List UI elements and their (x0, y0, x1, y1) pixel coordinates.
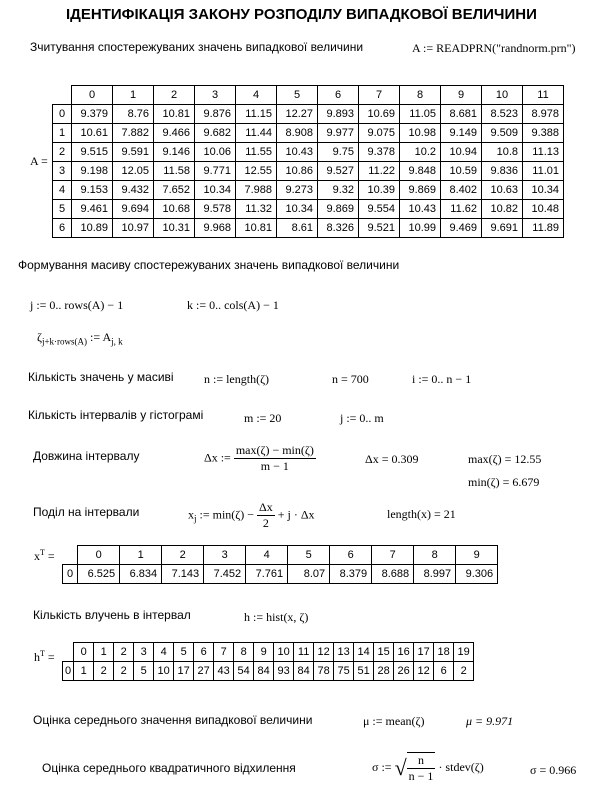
matrix-a-cell[interactable]: 11.13 (523, 143, 564, 162)
sigma-lhs: σ := (372, 759, 392, 774)
matrix-a-cell[interactable]: 12.05 (113, 162, 154, 181)
matrix-a-cell[interactable]: 9.578 (195, 200, 236, 219)
j-range2-formula[interactable]: j := 0.. m (340, 411, 384, 425)
matrix-a-cell[interactable]: 8.908 (277, 124, 318, 143)
xt-row-header: 0 (63, 565, 78, 584)
ht-col-header: 3 (134, 643, 154, 662)
ht-corner (63, 643, 74, 662)
matrix-a[interactable] (52, 85, 564, 238)
ht-cell[interactable]: 54 (234, 662, 254, 681)
ht-cell[interactable]: 2 (454, 662, 474, 681)
matrix-a-cell[interactable]: 10.61 (72, 124, 113, 143)
matrix-a-cell[interactable]: 11.89 (523, 219, 564, 238)
xt-col-header: 0 (78, 546, 120, 565)
matrix-a-col-header: 10 (482, 86, 523, 105)
ht-label (34, 649, 55, 665)
matrix-a-cell[interactable]: 10.82 (482, 200, 523, 219)
matrix-a-cell[interactable]: 12.27 (277, 105, 318, 124)
matrix-a-cell[interactable]: 9.591 (113, 143, 154, 162)
matrix-a-cell[interactable]: 8.326 (318, 219, 359, 238)
read-label: Зчитування спостережуваних значень випадкової величини (30, 40, 364, 54)
matrix-a-cell[interactable]: 8.681 (441, 105, 482, 124)
xt-col-header: 9 (456, 546, 498, 565)
xt-corner (63, 546, 78, 565)
matrix-a-row (53, 143, 564, 162)
matrix-a-cell[interactable]: 12.55 (236, 162, 277, 181)
ht-label-sup: T (40, 649, 45, 658)
matrix-a-cell[interactable]: 10.97 (113, 219, 154, 238)
xj-fraction (257, 500, 275, 531)
ht-col-header: 14 (354, 643, 374, 662)
xj-sub: j (194, 513, 197, 524)
matrix-a-header-row (53, 86, 564, 105)
matrix-a-cell[interactable]: 11.44 (236, 124, 277, 143)
matrix-a-cell[interactable]: 10.89 (72, 219, 113, 238)
matrix-a-cell[interactable]: 9.75 (318, 143, 359, 162)
mean-label: Оцінка середнього значення випадкової величини (33, 713, 313, 727)
ht-cell[interactable]: 6 (434, 662, 454, 681)
zeta-op: := (87, 330, 103, 344)
matrix-a-row-header: 1 (53, 124, 72, 143)
xt-col-header: 3 (204, 546, 246, 565)
matrix-a-cell[interactable]: 9.515 (72, 143, 113, 162)
ht-row (63, 662, 474, 681)
matrix-a-cell[interactable]: 11.62 (441, 200, 482, 219)
matrix-a-cell[interactable]: 10.31 (154, 219, 195, 238)
ht-col-header: 12 (314, 643, 334, 662)
matrix-a-cell[interactable]: 9.869 (318, 200, 359, 219)
matrix-a-cell[interactable]: 9.32 (318, 181, 359, 200)
matrix-a-cell[interactable]: 10.81 (154, 105, 195, 124)
ht-col-header: 16 (394, 643, 414, 662)
ht-col-header: 11 (294, 643, 314, 662)
sd-label: Оцінка середнього квадратичного відхилення (42, 761, 296, 775)
matrix-a-cell[interactable]: 10.99 (400, 219, 441, 238)
matrix-a-cell[interactable]: 9.469 (441, 219, 482, 238)
matrix-a-cell[interactable]: 9.694 (113, 200, 154, 219)
matrix-a-cell[interactable]: 9.876 (195, 105, 236, 124)
ht-cell[interactable]: 84 (254, 662, 274, 681)
xt-cell[interactable]: 8.997 (414, 565, 456, 584)
k-range-formula[interactable]: k := 0.. cols(A) − 1 (187, 298, 279, 312)
xj-frac-den: 2 (262, 516, 269, 530)
zeta-rhs: A (102, 330, 112, 344)
xt-cell[interactable]: 8.379 (330, 565, 372, 584)
matrix-a-cell[interactable]: 11.01 (523, 162, 564, 181)
matrix-a-col-header: 8 (400, 86, 441, 105)
hits-label: Кількість влучень в інтервал (33, 608, 191, 622)
sigma-den: n − 1 (408, 769, 434, 783)
matrix-a-row (53, 219, 564, 238)
ht-cell[interactable]: 1 (74, 662, 94, 681)
matrix-a-cell[interactable]: 7.652 (154, 181, 195, 200)
ht-cell[interactable]: 43 (214, 662, 234, 681)
matrix-a-col-header: 9 (441, 86, 482, 105)
xt-cell[interactable]: 8.07 (288, 565, 330, 584)
ht-col-header: 19 (454, 643, 474, 662)
matrix-a-row-header: 6 (53, 219, 72, 238)
matrix-a-cell[interactable]: 10.43 (400, 200, 441, 219)
ht-cell[interactable]: 17 (174, 662, 194, 681)
matrix-a-cell[interactable]: 11.22 (359, 162, 400, 181)
matrix-a-cell[interactable]: 10.86 (277, 162, 318, 181)
ht-cell[interactable]: 75 (334, 662, 354, 681)
matrix-a-cell[interactable]: 9.153 (72, 181, 113, 200)
matrix-a-label: A = (30, 154, 48, 168)
dx-formula[interactable] (204, 443, 316, 474)
matrix-a-table[interactable] (52, 85, 564, 238)
xt-label (34, 548, 55, 564)
sigma-value: σ = 0.966 (530, 763, 577, 777)
matrix-a-cell[interactable]: 9.198 (72, 162, 113, 181)
matrix-a-row (53, 124, 564, 143)
ht-cell[interactable]: 27 (194, 662, 214, 681)
matrix-a-cell[interactable]: 10.43 (277, 143, 318, 162)
matrix-a-row-header: 5 (53, 200, 72, 219)
ht-cell[interactable]: 5 (134, 662, 154, 681)
matrix-a-cell[interactable]: 9.149 (441, 124, 482, 143)
xt-label-base: x (34, 549, 40, 563)
dx-fraction (234, 443, 316, 474)
matrix-a-cell[interactable]: 9.836 (482, 162, 523, 181)
matrix-a-col-header: 1 (113, 86, 154, 105)
matrix-a-cell[interactable]: 9.771 (195, 162, 236, 181)
matrix-a-cell[interactable]: 7.988 (236, 181, 277, 200)
zeta-assign-formula[interactable] (37, 330, 123, 346)
ht-col-header: 0 (74, 643, 94, 662)
xt-matrix[interactable] (62, 545, 498, 584)
matrix-a-cell[interactable]: 9.146 (154, 143, 195, 162)
ht-col-header: 9 (254, 643, 274, 662)
xt-label-eq: = (44, 549, 55, 563)
xt-header-row (63, 546, 498, 565)
matrix-a-cell[interactable]: 9.869 (400, 181, 441, 200)
form-label: Формування масиву спостережуваних значень випадкової величини (18, 258, 400, 272)
matrix-a-cell[interactable]: 9.691 (482, 219, 523, 238)
ht-row-header: 0 (63, 662, 74, 681)
matrix-a-row (53, 105, 564, 124)
matrix-a-cell[interactable]: 9.461 (72, 200, 113, 219)
ht-cell[interactable]: 10 (154, 662, 174, 681)
n-value: n = 700 (332, 372, 369, 386)
matrix-a-cell[interactable]: 9.466 (154, 124, 195, 143)
matrix-a-cell[interactable]: 9.527 (318, 162, 359, 181)
matrix-a-row (53, 200, 564, 219)
xt-cell[interactable]: 8.688 (372, 565, 414, 584)
m-def-formula[interactable]: m := 20 (244, 411, 282, 425)
mu-def-formula[interactable]: μ := mean(ζ) (363, 714, 425, 728)
matrix-a-cell[interactable]: 9.273 (277, 181, 318, 200)
xt-cell[interactable]: 6.834 (120, 565, 162, 584)
i-range-formula[interactable]: i := 0.. n − 1 (412, 372, 472, 386)
ht-cell[interactable]: 2 (94, 662, 114, 681)
matrix-a-row-header: 2 (53, 143, 72, 162)
ht-table[interactable] (62, 642, 474, 681)
xt-cell[interactable]: 7.761 (246, 565, 288, 584)
matrix-a-cell[interactable]: 10.98 (400, 124, 441, 143)
count-label: Кількість значень у масиві (28, 370, 174, 384)
matrix-a-cell[interactable]: 10.69 (359, 105, 400, 124)
ht-cell[interactable]: 78 (314, 662, 334, 681)
ht-cell[interactable]: 26 (394, 662, 414, 681)
xt-cell[interactable]: 6.525 (78, 565, 120, 584)
matrix-a-cell[interactable]: 9.682 (195, 124, 236, 143)
matrix-a-cell[interactable]: 10.48 (523, 200, 564, 219)
matrix-a-cell[interactable]: 11.15 (236, 105, 277, 124)
ht-cell[interactable]: 2 (114, 662, 134, 681)
matrix-a-col-header: 5 (277, 86, 318, 105)
zeta-lhs: ζ (37, 330, 42, 344)
h-def-formula[interactable]: h := hist(x, ζ) (244, 610, 309, 624)
xt-cell[interactable]: 9.306 (456, 565, 498, 584)
xt-cell[interactable]: 7.143 (162, 565, 204, 584)
matrix-a-row-header: 0 (53, 105, 72, 124)
xt-row (63, 565, 498, 584)
matrix-a-cell[interactable]: 10.06 (195, 143, 236, 162)
ht-cell[interactable]: 51 (354, 662, 374, 681)
divide-label: Поділ на інтервали (33, 505, 140, 519)
intervals-label: Кількість інтервалів у гістограмі (28, 408, 204, 422)
xt-label-sup: T (40, 548, 45, 557)
ht-cell[interactable]: 12 (414, 662, 434, 681)
matrix-a-col-header: 6 (318, 86, 359, 105)
matrix-a-cell[interactable]: 9.378 (359, 143, 400, 162)
matrix-a-cell[interactable]: 10.81 (236, 219, 277, 238)
matrix-a-cell[interactable]: 9.075 (359, 124, 400, 143)
matrix-a-cell[interactable]: 10.34 (523, 181, 564, 200)
matrix-a-cell[interactable]: 8.76 (113, 105, 154, 124)
dx-lhs: Δx := (204, 450, 231, 465)
matrix-a-row-header: 3 (53, 162, 72, 181)
ht-col-header: 2 (114, 643, 134, 662)
ht-col-header: 8 (234, 643, 254, 662)
matrix-a-cell[interactable]: 10.63 (482, 181, 523, 200)
matrix-a-row (53, 181, 564, 200)
xt-col-header: 5 (288, 546, 330, 565)
matrix-a-cell[interactable]: 11.32 (236, 200, 277, 219)
matrix-a-cell[interactable]: 11.05 (400, 105, 441, 124)
page-title: ІДЕНТИФІКАЦІЯ ЗАКОНУ РОЗПОДІЛУ ВИПАДКОВОЇ ВЕЛИЧИНИ (66, 6, 537, 23)
xt-col-header: 1 (120, 546, 162, 565)
matrix-a-cell[interactable]: 8.978 (523, 105, 564, 124)
ht-col-header: 13 (334, 643, 354, 662)
ht-col-header: 7 (214, 643, 234, 662)
ht-col-header: 6 (194, 643, 214, 662)
matrix-a-cell[interactable]: 10.68 (154, 200, 195, 219)
xj-frac-num: Δx (259, 500, 273, 514)
matrix-a-cell[interactable]: 9.509 (482, 124, 523, 143)
ht-col-header: 15 (374, 643, 394, 662)
xt-cell[interactable]: 7.452 (204, 565, 246, 584)
ht-header-row (63, 643, 474, 662)
matrix-a-cell[interactable]: 9.554 (359, 200, 400, 219)
matrix-a-cell[interactable]: 7.882 (113, 124, 154, 143)
ht-col-header: 18 (434, 643, 454, 662)
matrix-a-col-header: 7 (359, 86, 400, 105)
matrix-a-cell[interactable]: 9.379 (72, 105, 113, 124)
matrix-a-cell[interactable]: 8.402 (441, 181, 482, 200)
matrix-a-col-header: 11 (523, 86, 564, 105)
xt-col-header: 8 (414, 546, 456, 565)
ht-label-base: h (34, 650, 40, 664)
length-x-value: length(x) = 21 (387, 507, 456, 521)
matrix-a-cell[interactable]: 10.59 (441, 162, 482, 181)
matrix-a-cell[interactable]: 10.2 (400, 143, 441, 162)
read-formula[interactable]: A := READPRN("randnorm.prn") (412, 41, 576, 55)
matrix-a-cell[interactable]: 10.94 (441, 143, 482, 162)
max-value: max(ζ) = 12.55 (468, 452, 542, 466)
xj-mid: := min(ζ) − (196, 507, 255, 522)
ht-col-header: 17 (414, 643, 434, 662)
ht-cell[interactable]: 84 (294, 662, 314, 681)
matrix-a-cell[interactable]: 8.523 (482, 105, 523, 124)
ht-cell[interactable]: 93 (274, 662, 294, 681)
matrix-a-cell[interactable]: 11.58 (154, 162, 195, 181)
ht-col-header: 4 (154, 643, 174, 662)
matrix-a-col-header: 2 (154, 86, 195, 105)
matrix-a-cell[interactable]: 9.848 (400, 162, 441, 181)
ht-col-header: 1 (94, 643, 114, 662)
xj-rhs: + j · Δx (277, 507, 315, 522)
n-def-formula[interactable]: n := length(ζ) (204, 372, 270, 386)
xt-col-header: 4 (246, 546, 288, 565)
matrix-a-row-header: 4 (53, 181, 72, 200)
dx-denominator: m − 1 (260, 459, 289, 473)
sigma-formula[interactable] (372, 752, 484, 784)
matrix-a-cell[interactable]: 10.39 (359, 181, 400, 200)
matrix-a-cell[interactable]: 10.34 (277, 200, 318, 219)
matrix-a-cell[interactable]: 10.8 (482, 143, 523, 162)
matrix-a-row (53, 162, 564, 181)
matrix-a-cell[interactable]: 9.977 (318, 124, 359, 143)
matrix-a-col-header: 0 (72, 86, 113, 105)
j-range-formula[interactable]: j := 0.. rows(A) − 1 (30, 298, 124, 312)
matrix-a-cell[interactable]: 11.55 (236, 143, 277, 162)
sqrt-icon: √ (394, 755, 407, 780)
min-value: min(ζ) = 6.679 (468, 475, 540, 489)
ht-matrix[interactable] (62, 642, 474, 681)
sigma-num: n (407, 753, 436, 769)
matrix-a-cell[interactable]: 9.893 (318, 105, 359, 124)
matrix-a-cell[interactable]: 10.34 (195, 181, 236, 200)
xt-table[interactable] (62, 545, 498, 584)
matrix-a-cell[interactable]: 9.432 (113, 181, 154, 200)
ht-label-eq: = (44, 650, 55, 664)
matrix-a-cell[interactable]: 9.968 (195, 219, 236, 238)
matrix-a-col-header: 4 (236, 86, 277, 105)
dx-numerator: max(ζ) − min(ζ) (235, 443, 314, 457)
ht-cell[interactable]: 28 (374, 662, 394, 681)
matrix-a-cell[interactable]: 9.521 (359, 219, 400, 238)
mu-value: μ = 9.971 (466, 714, 514, 728)
xt-col-header: 7 (372, 546, 414, 565)
ht-col-header: 5 (174, 643, 194, 662)
xj-lhs: x (188, 507, 194, 522)
matrix-a-cell[interactable]: 8.61 (277, 219, 318, 238)
xt-col-header: 2 (162, 546, 204, 565)
ht-col-header: 10 (274, 643, 294, 662)
length-label: Довжина інтервалу (33, 449, 140, 463)
xt-col-header: 6 (330, 546, 372, 565)
matrix-a-corner (53, 86, 72, 105)
zeta-sub: j+k·rows(A) (41, 336, 88, 347)
zeta-rsub: j, k (111, 336, 123, 347)
matrix-a-col-header: 3 (195, 86, 236, 105)
dx-value: Δx = 0.309 (365, 452, 419, 466)
sigma-fraction (407, 752, 436, 784)
sigma-rhs: · stdev(ζ) (438, 759, 484, 774)
xj-formula[interactable] (188, 500, 315, 531)
matrix-a-cell[interactable]: 9.388 (523, 124, 564, 143)
